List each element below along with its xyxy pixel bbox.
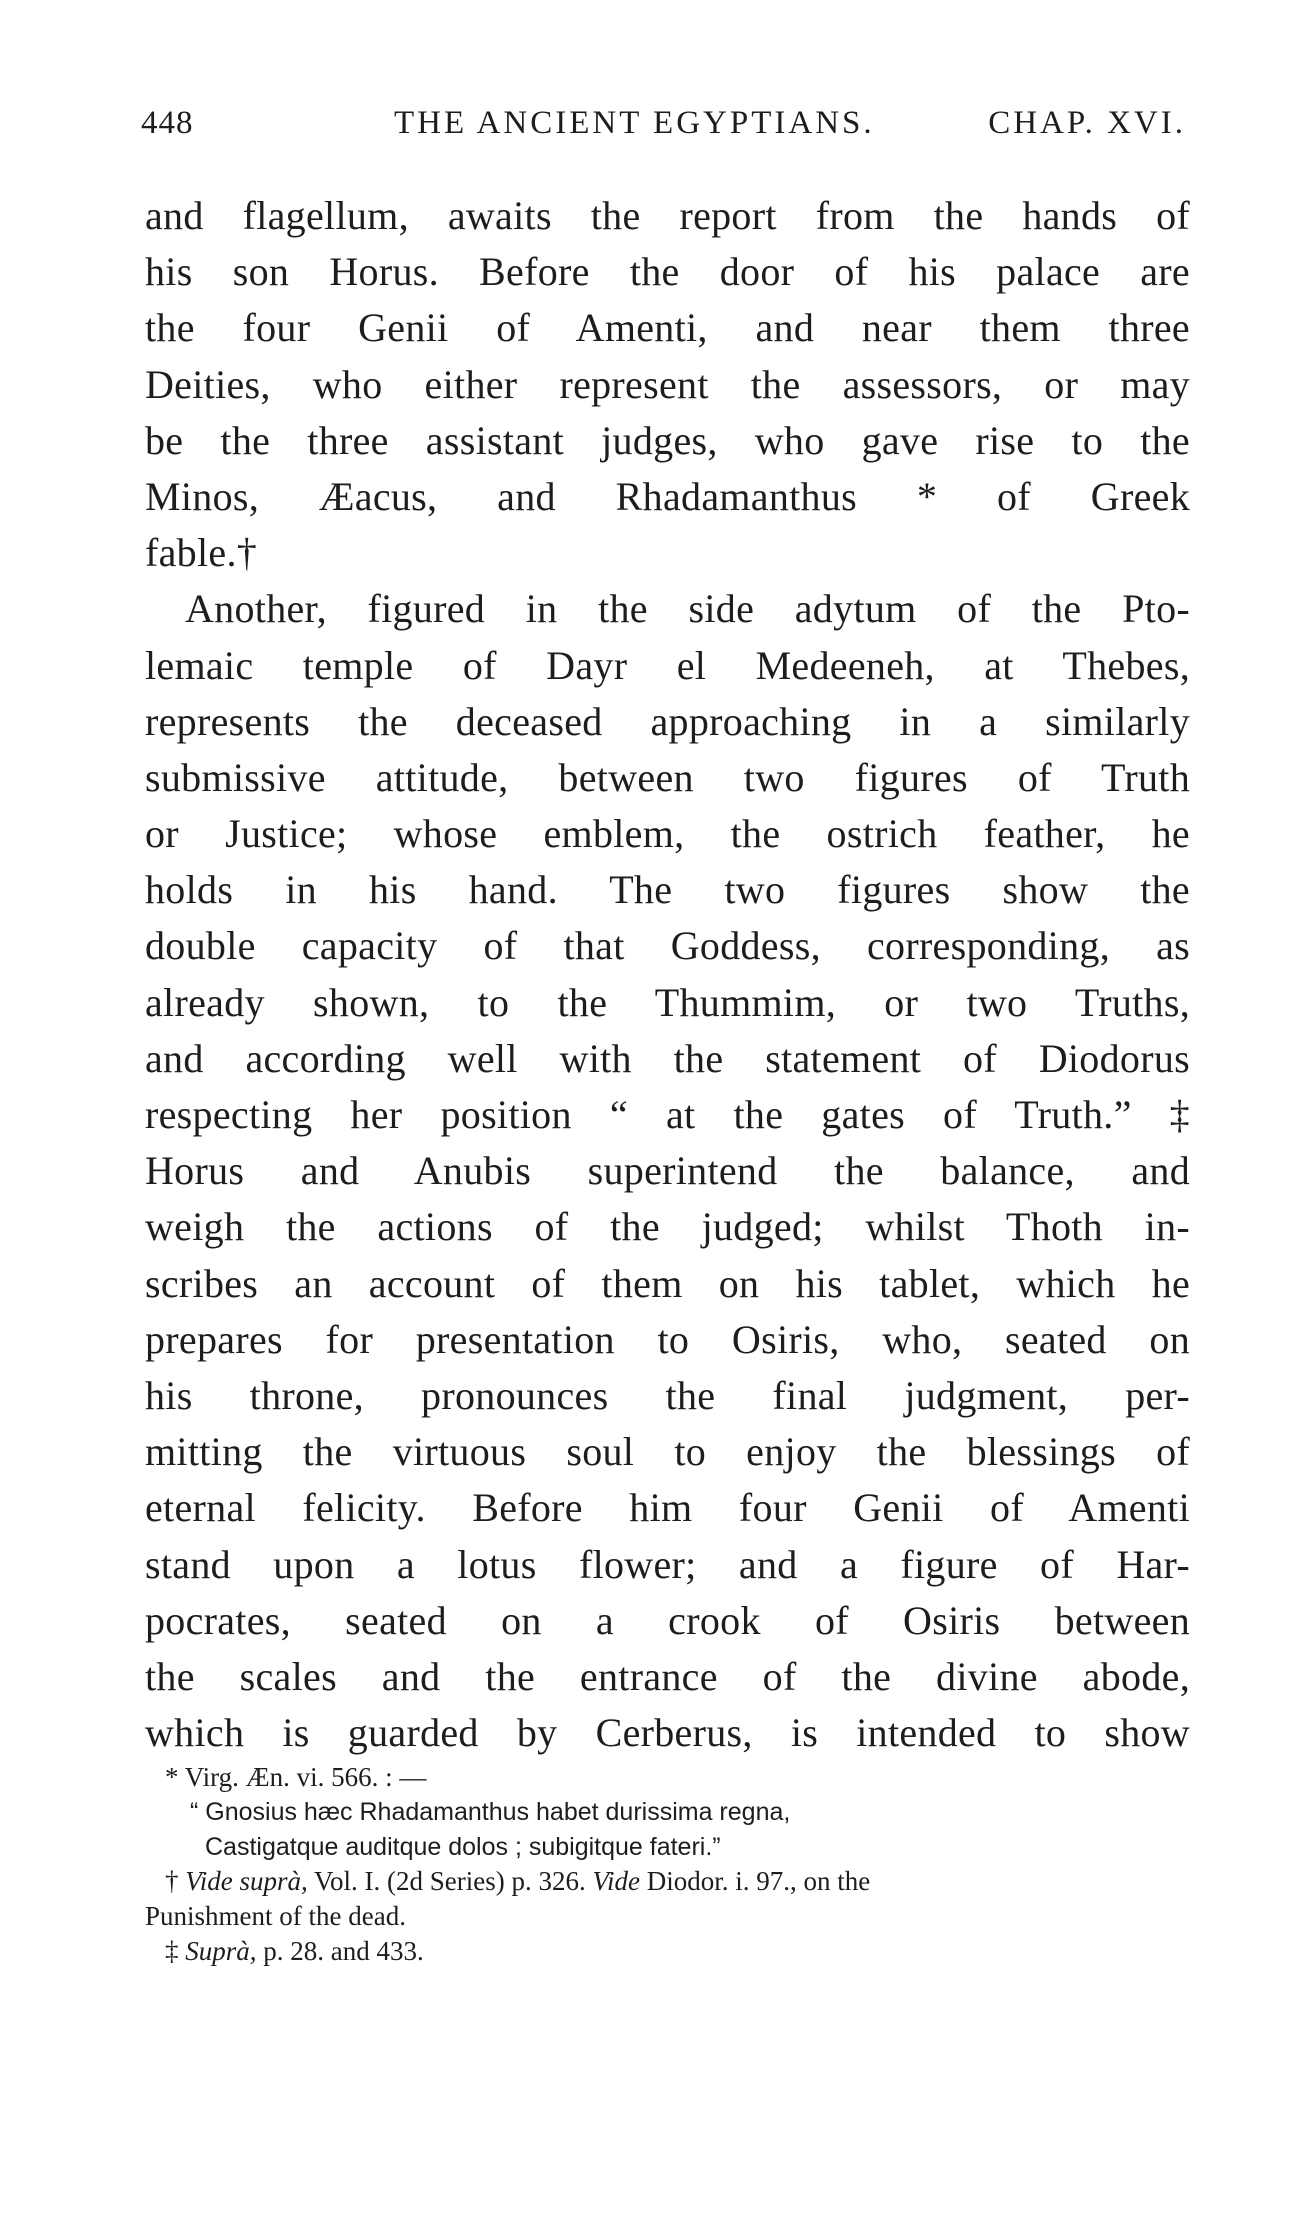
text-line: be the three assistant judges, who gave rise to the bbox=[145, 417, 1190, 463]
chapter-label: CHAP. XVI. bbox=[988, 105, 1186, 141]
footnote-3-mark: ‡ bbox=[165, 1935, 179, 1966]
text-line: already shown, to the Thummim, or two Truths, bbox=[145, 979, 1190, 1025]
text-line: the scales and the entrance of the divine abode, bbox=[145, 1653, 1190, 1699]
text-line: prepares for presentation to Osiris, who, seated on bbox=[145, 1316, 1190, 1362]
text-line: Deities, who either represent the assessors, or may bbox=[145, 361, 1190, 407]
footnote-2-continuation: Punishment of the dead. bbox=[145, 1901, 406, 1932]
text-line: represents the deceased approaching in a similarly bbox=[145, 698, 1190, 744]
running-title: THE ANCIENT EGYPTIANS. bbox=[394, 105, 875, 141]
text-line: Another, figured in the side adytum of the Pto- bbox=[185, 586, 1190, 632]
footnote-1-quote-line: “ Gnosius hæc Rhadamanthus habet durissima regna, bbox=[190, 1797, 791, 1826]
text-line: the four Genii of Amenti, and near them three bbox=[145, 305, 1190, 351]
text-line: scribes an account of them on his tablet, which he bbox=[145, 1260, 1190, 1306]
footnote-1-ref: * Virg. Æn. vi. 566. : — bbox=[165, 1762, 427, 1792]
text-line: double capacity of that Goddess, corresponding, as bbox=[145, 923, 1190, 969]
text-line: Horus and Anubis superintend the balance, and bbox=[145, 1148, 1190, 1194]
text-line: or Justice; whose emblem, the ostrich feather, he bbox=[145, 811, 1190, 857]
text-line: and according well with the statement of Diodorus bbox=[145, 1035, 1190, 1081]
body-text bbox=[145, 188, 1190, 1761]
footnote-3-supra: Suprà, bbox=[185, 1935, 257, 1966]
text-line: fable.† bbox=[145, 530, 258, 576]
page-header bbox=[141, 98, 1186, 148]
text-line: and flagellum, awaits the report from the hands of bbox=[145, 193, 1190, 238]
footnote-2-mark: † bbox=[165, 1866, 179, 1897]
text-line: weigh the actions of the judged; whilst Thoth in- bbox=[145, 1204, 1190, 1250]
text-line: which is guarded by Cerberus, is intended to show bbox=[145, 1710, 1190, 1756]
footnote-3 bbox=[145, 1934, 1190, 1969]
footnotes bbox=[145, 1760, 1190, 1969]
page-number: 448 bbox=[141, 105, 194, 141]
footnote-2-text-second: Diodor. i. 97., on the bbox=[646, 1866, 871, 1897]
footnote-2-text: Vol. I. (2d Series) p. 326. bbox=[314, 1866, 586, 1897]
footnote-2-vide-second: Vide bbox=[592, 1866, 640, 1897]
text-line: lemaic temple of Dayr el Medeeneh, at Thebes, bbox=[145, 642, 1190, 688]
text-line: pocrates, seated on a crook of Osiris between bbox=[145, 1597, 1190, 1643]
text-line: respecting her position “ at the gates of Truth.” ‡ bbox=[145, 1092, 1190, 1137]
footnote-3-text: p. 28. and 433. bbox=[263, 1935, 424, 1966]
text-line: submissive attitude, between two figures of Truth bbox=[145, 754, 1190, 800]
text-line: holds in his hand. The two figures show the bbox=[145, 867, 1190, 913]
text-line: stand upon a lotus flower; and a figure of Har- bbox=[145, 1541, 1190, 1587]
text-line: eternal felicity. Before him four Genii of Amenti bbox=[145, 1485, 1190, 1531]
text-line: Minos, Æacus, and Rhadamanthus * of Greek bbox=[145, 473, 1190, 519]
footnote-2-vide: Vide suprà, bbox=[185, 1866, 308, 1897]
footnote-1-quote-line: Castigatque auditque dolos ; subigitque fateri.” bbox=[205, 1832, 721, 1861]
text-line: his throne, pronounces the final judgment, per- bbox=[145, 1372, 1190, 1418]
text-line: mitting the virtuous soul to enjoy the blessings of bbox=[145, 1429, 1190, 1475]
text-line: his son Horus. Before the door of his palace are bbox=[145, 249, 1190, 295]
footnote-2 bbox=[145, 1864, 1190, 1899]
